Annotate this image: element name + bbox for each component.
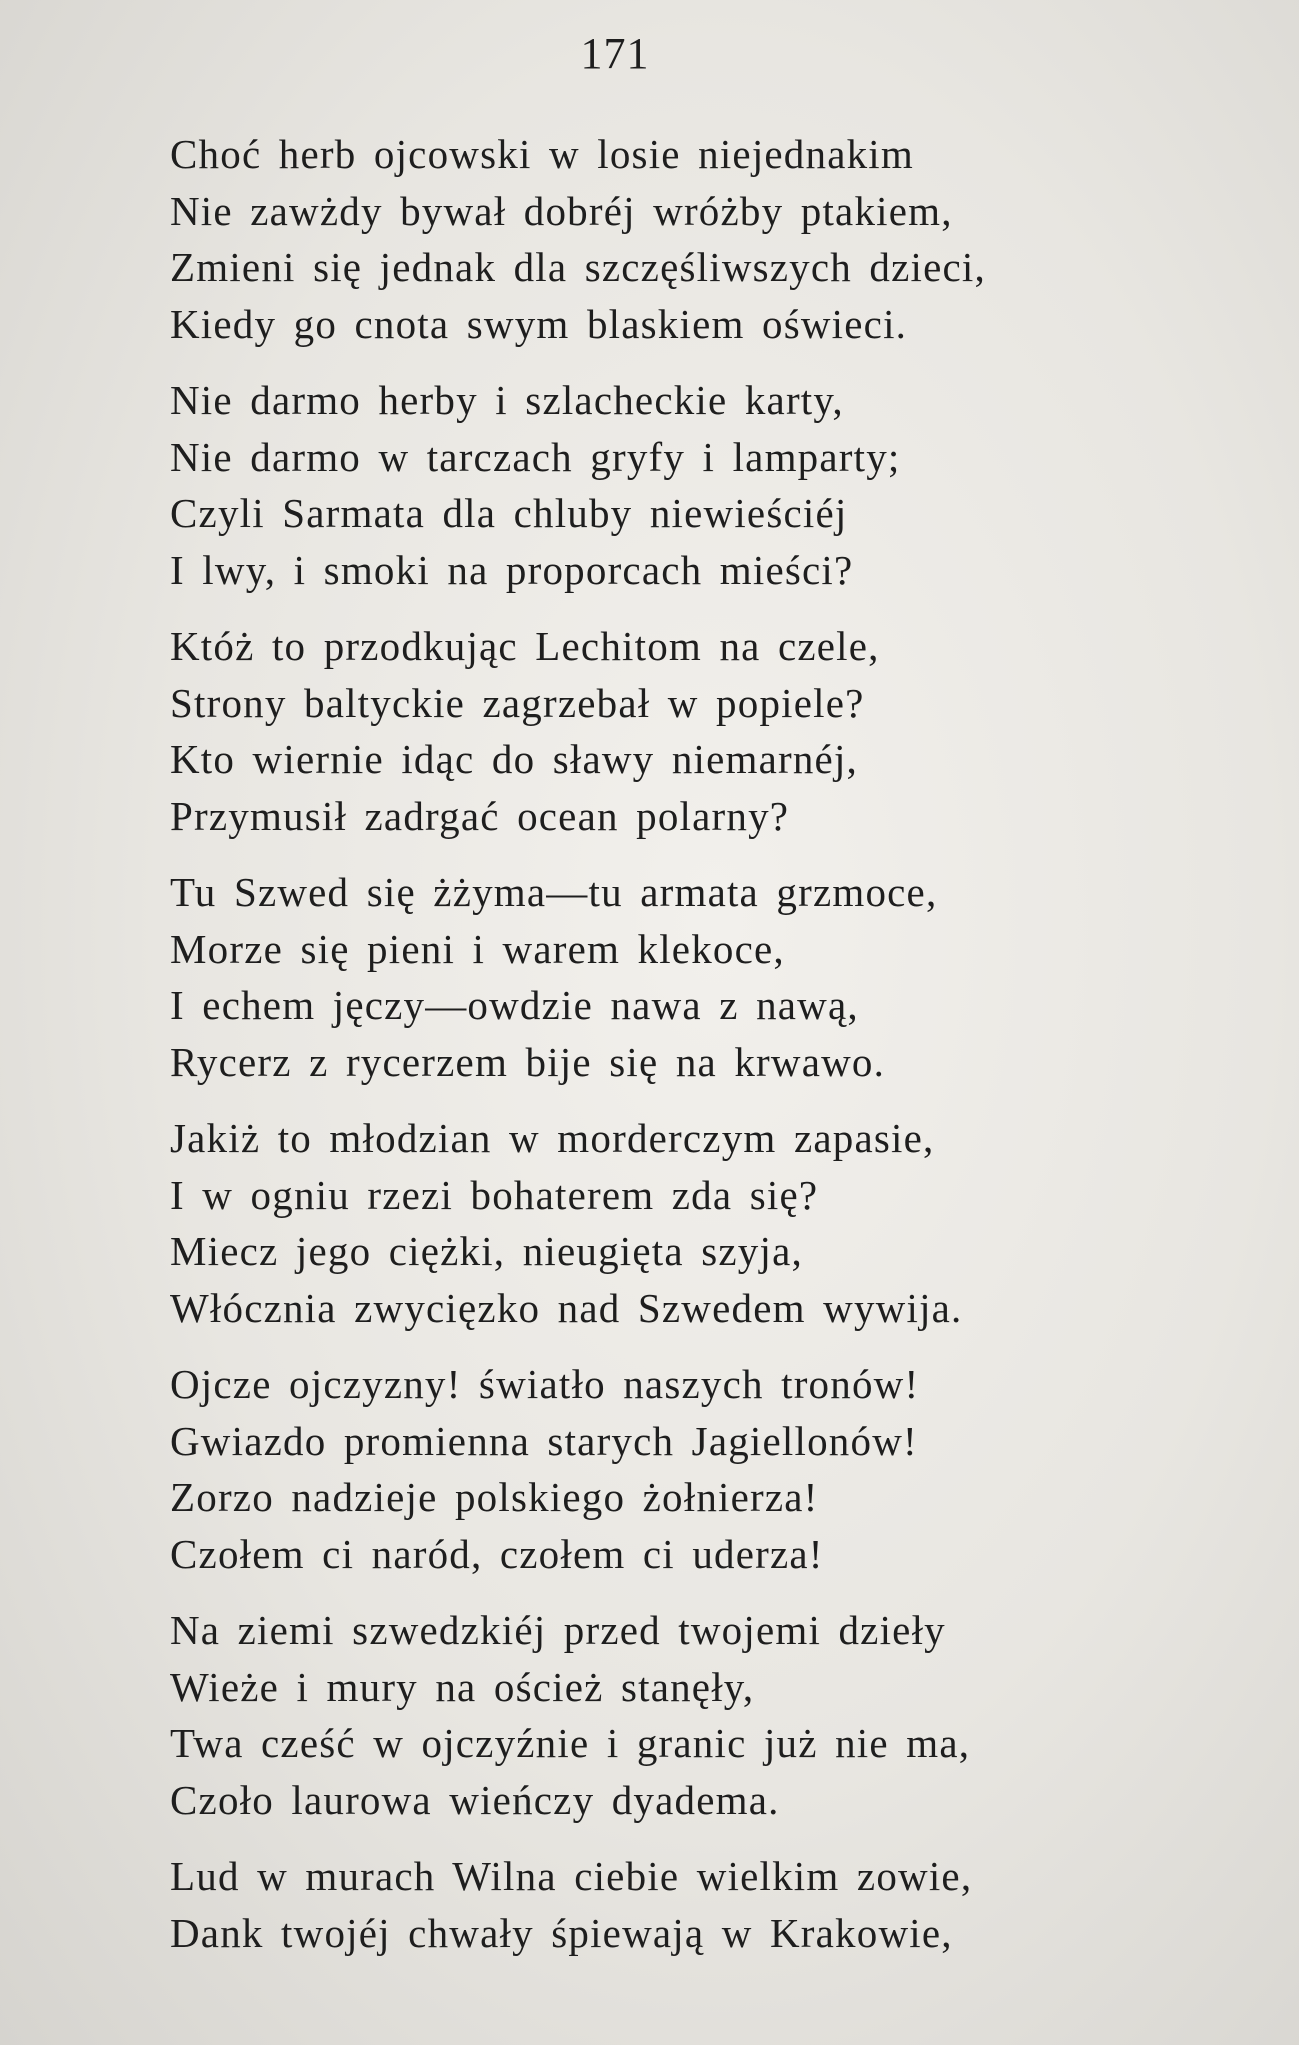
verse-line: Wieże i mury na oścież stanęły,: [170, 1663, 755, 1710]
verse-line: Czołem ci naród, czołem ci uderza!: [170, 1530, 824, 1577]
stanza-5: [170, 1110, 1180, 1336]
verse-line: Kto wiernie idąc do sławy niemarnéj,: [170, 736, 858, 782]
verse-line: I echem jęczy—owdzie nawa z nawą,: [170, 982, 859, 1028]
verse-line: Miecz jego ciężki, nieugięta szyja,: [170, 1228, 803, 1274]
stanza-3: [170, 618, 1180, 844]
verse-line: Twa cześć w ojczyźnie i granic już nie ma,: [170, 1720, 971, 1766]
verse-line: I lwy, i smoki na proporcach mieści?: [170, 546, 854, 593]
verse-line: Nie zawżdy bywał dobréj wróżby ptakiem,: [170, 187, 953, 234]
poem: [170, 126, 1180, 1981]
verse-line: Włócznia zwycięzko nad Szwedem wywija.: [170, 1284, 963, 1331]
verse-line: Któż to przodkując Lechitom na czele,: [170, 623, 880, 669]
stanza-2: [170, 372, 1180, 598]
stanza-4: [170, 864, 1180, 1090]
verse-line: Kiedy go cnota swym blaskiem oświeci.: [170, 300, 908, 347]
verse-line: Lud w murach Wilna ciebie wielkim zowie,: [170, 1853, 973, 1899]
verse-line: Zorzo nadzieje polskiego żołnierza!: [170, 1474, 819, 1520]
verse-line: Jakiż to młodzian w morderczym zapasie,: [170, 1115, 935, 1161]
verse-line: Nie darmo herby i szlacheckie karty,: [170, 377, 844, 423]
stanza-1: [170, 126, 1180, 352]
stanza-8: [170, 1848, 1180, 1961]
verse-line: Strony baltyckie zagrzebał w popiele?: [170, 679, 865, 726]
verse-line: Tu Szwed się żżyma—tu armata grzmoce,: [170, 869, 938, 915]
verse-line: Dank twojéj chwały śpiewają w Krakowie,: [170, 1909, 953, 1956]
verse-line: Morze się pieni i warem klekoce,: [170, 925, 785, 972]
verse-line: Na ziemi szwedzkiéj przed twojemi dzieły: [170, 1607, 946, 1653]
verse-line: Czoło laurowa wieńczy dyadema.: [170, 1776, 780, 1823]
verse-line: Nie darmo w tarczach gryfy i lamparty;: [170, 433, 901, 480]
verse-line: Czyli Sarmata dla chluby niewieściéj: [170, 490, 848, 536]
verse-line: Choć herb ojcowski w losie niejednakim: [170, 131, 914, 177]
page-number: 171: [580, 29, 650, 78]
verse-line: Ojcze ojczyzny! światło naszych tronów!: [170, 1361, 920, 1407]
verse-line: I w ogniu rzezi bohaterem zda się?: [170, 1171, 819, 1218]
stanza-6: [170, 1356, 1180, 1582]
verse-line: Rycerz z rycerzem bije się na krwawo.: [170, 1038, 886, 1085]
verse-line: Zmieni się jednak dla szczęśliwszych dzieci,: [170, 244, 986, 290]
verse-line: Gwiazdo promienna starych Jagiellonów!: [170, 1417, 918, 1464]
stanza-7: [170, 1602, 1180, 1828]
verse-line: Przymusił zadrgać ocean polarny?: [170, 792, 790, 839]
